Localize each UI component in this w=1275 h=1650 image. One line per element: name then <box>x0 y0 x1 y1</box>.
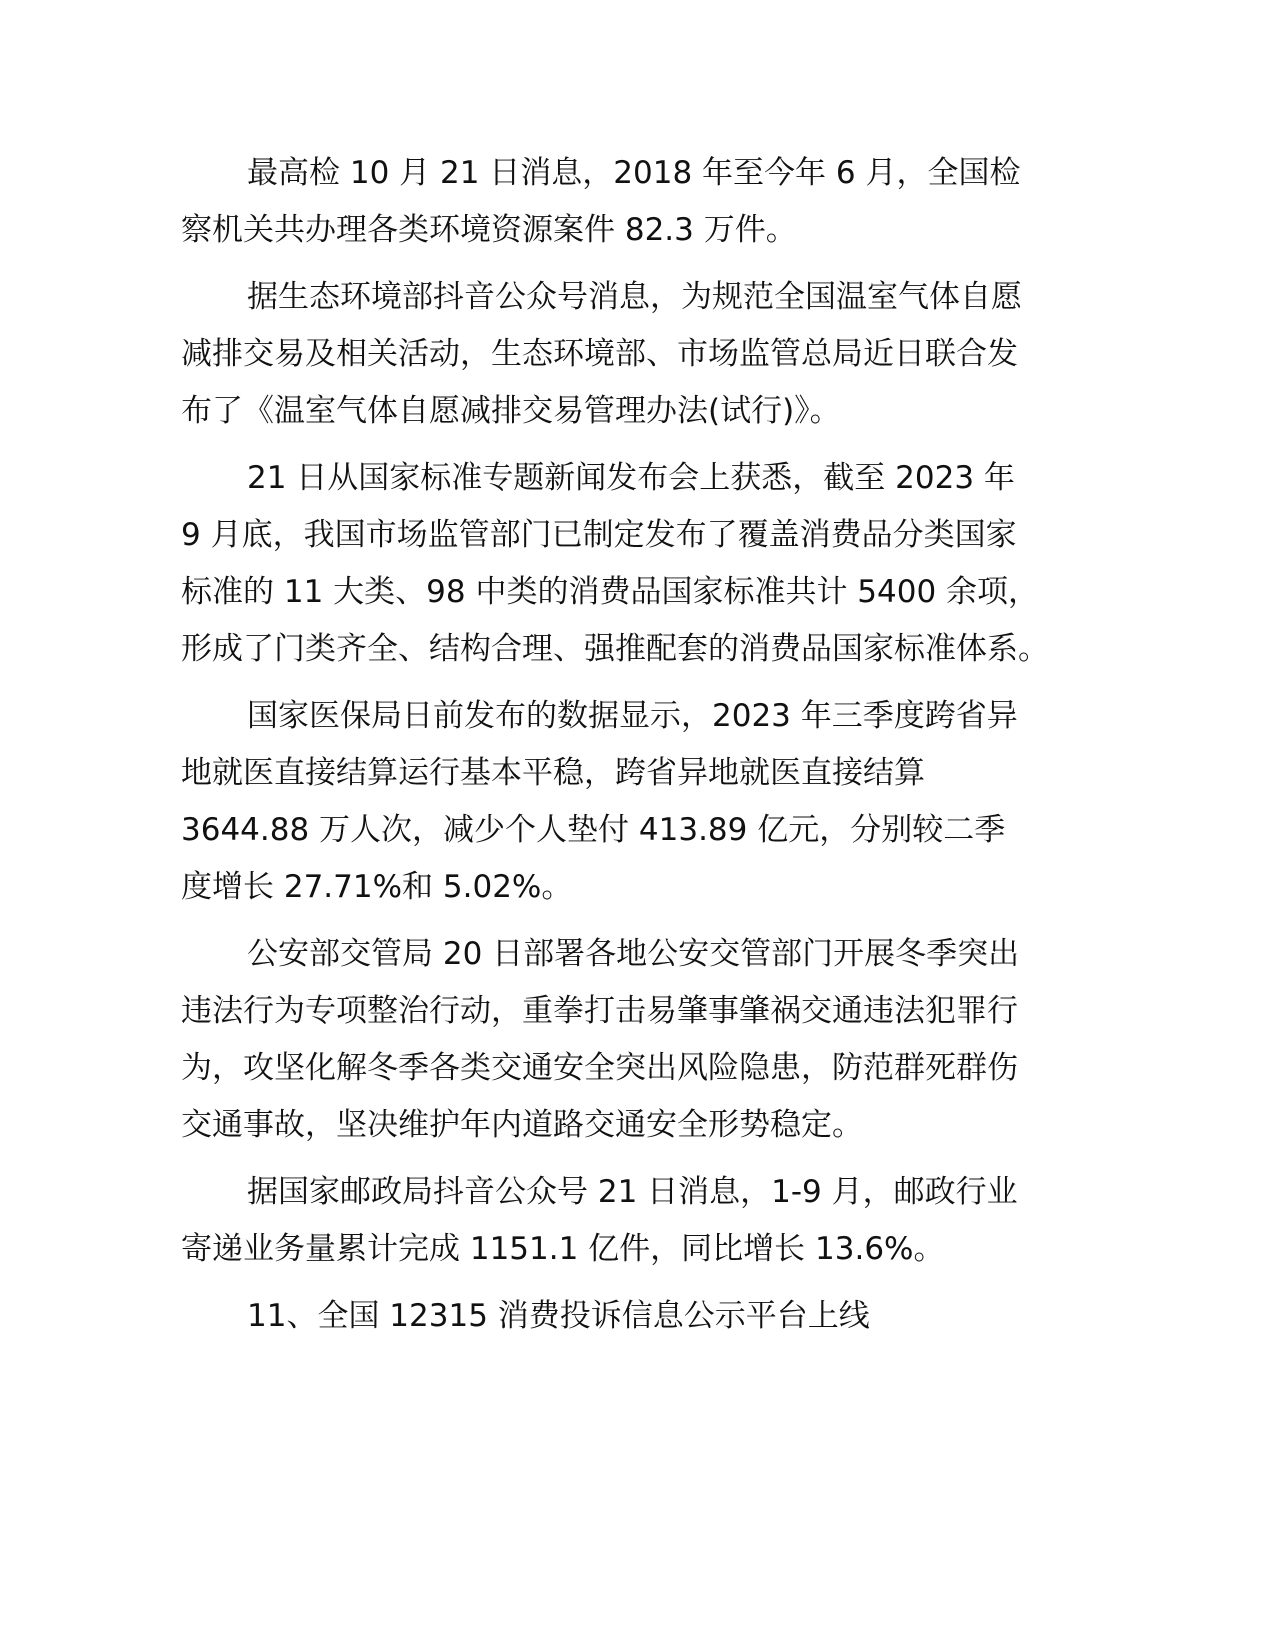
paragraph-2 <box>181 269 1061 440</box>
paragraph-1 <box>181 145 1061 259</box>
text-line: 标准的 11 大类、98 中类的消费品国家标准共计 5400 余项， <box>181 574 1040 610</box>
text-line: 11、全国 12315 消费投诉信息公示平台上线 <box>247 1298 870 1334</box>
text-line: 据生态环境部抖音公众号消息，为规范全国温室气体自愿 <box>247 279 1022 315</box>
text-line: 3644.88 万人次，减少个人垫付 413.89 亿元，分别较二季 <box>181 812 1006 848</box>
paragraph-5 <box>181 926 1061 1154</box>
text-line: 国家医保局日前发布的数据显示，2023 年三季度跨省异 <box>247 698 1018 734</box>
paragraph-4 <box>181 688 1061 916</box>
text-line: 为，攻坚化解冬季各类交通安全突出风险隐患，防范群死群伤 <box>181 1050 1018 1086</box>
text-line: 公安部交管局 20 日部署各地公安交管部门开展冬季突出 <box>247 936 1020 972</box>
paragraph-6 <box>181 1164 1061 1278</box>
text-line: 地就医直接结算运行基本平稳，跨省异地就医直接结算 <box>181 755 925 791</box>
paragraph-3 <box>181 450 1061 678</box>
document-page <box>181 145 1061 1355</box>
text-line: 形成了门类齐全、结构合理、强推配套的消费品国家标准体系。 <box>181 631 1049 667</box>
text-line: 违法行为专项整治行动，重拳打击易肇事肇祸交通违法犯罪行 <box>181 993 1018 1029</box>
text-line: 寄递业务量累计完成 1151.1 亿件，同比增长 13.6%。 <box>181 1231 945 1267</box>
text-line: 最高检 10 月 21 日消息，2018 年至今年 6 月，全国检 <box>247 155 1021 191</box>
text-line: 减排交易及相关活动，生态环境部、市场监管总局近日联合发 <box>181 336 1018 372</box>
text-line: 据国家邮政局抖音公众号 21 日消息，1-9 月，邮政行业 <box>247 1174 1018 1210</box>
text-line: 9 月底，我国市场监管部门已制定发布了覆盖消费品分类国家 <box>181 517 1017 553</box>
text-line: 布了《温室气体自愿减排交易管理办法(试行)》。 <box>181 393 841 429</box>
text-line: 21 日从国家标准专题新闻发布会上获悉，截至 2023 年 <box>247 460 1015 496</box>
text-line: 交通事故，坚决维护年内道路交通安全形势稳定。 <box>181 1107 863 1143</box>
paragraph-7-heading <box>181 1288 1061 1345</box>
text-line: 察机关共办理各类环境资源案件 82.3 万件。 <box>181 212 797 248</box>
text-line: 度增长 27.71%和 5.02%。 <box>181 869 573 905</box>
